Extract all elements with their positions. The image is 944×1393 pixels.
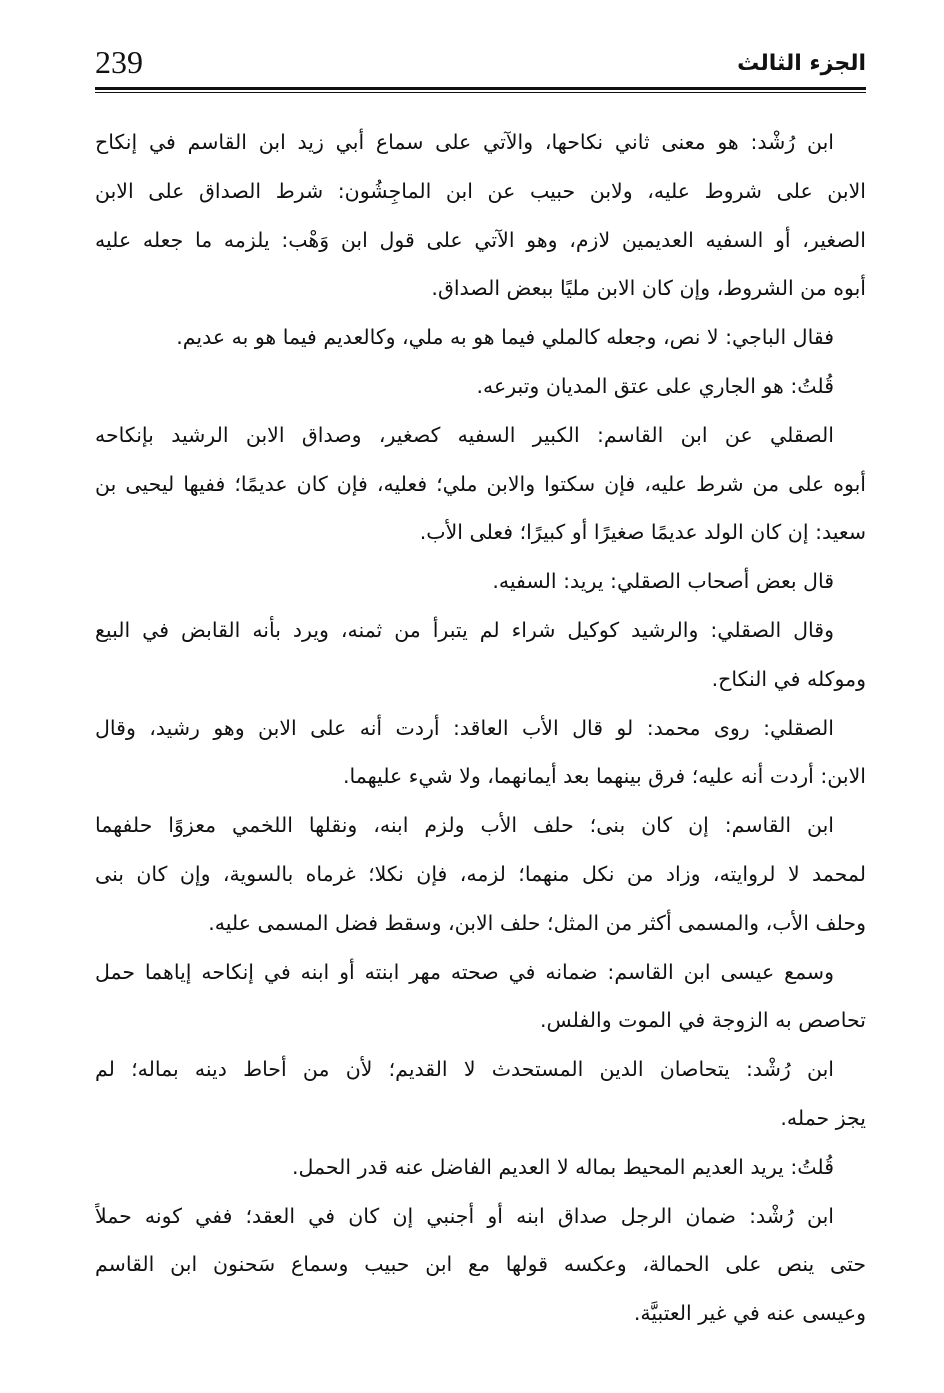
text-line: أبوه على من شرط عليه، فإن سكتوا والابن ملي؛ فعليه، فإن كان عديمًا؛ ففيها ليحيى بن [95, 471, 866, 496]
text-line: وعيسى عنه في غير العتبيَّة. [633, 1301, 866, 1326]
text-line: الابن على شروط عليه، ولابن حبيب عن ابن الماجِشُون: شرط الصداق على الابن [95, 178, 866, 203]
text-line: قال بعض أصحاب الصقلي: يريد: السفيه. [492, 569, 834, 594]
text-line: وحلف الأب، والمسمى أكثر من المثل؛ حلف الابن، وسقط فضل المسمى عليه. [208, 910, 866, 935]
text-line: سعيد: إن كان الولد عديمًا صغيرًا أو كبيرًا؛ فعلى الأب. [419, 520, 866, 545]
text-line: ابن القاسم: إن كان بنى؛ حلف الأب ولزم ابنه، ونقلها اللخمي معزوًا حلفهما [95, 813, 834, 838]
text-line: لمحمد لا لروايته، وزاد من نكل منهما؛ لزمه، فإن نكلا؛ غرماه بالسوية، وإن كان بنى [95, 861, 866, 886]
text-line: قُلتُ: هو الجاري على عتق المديان وتبرعه. [476, 373, 834, 398]
text-line: أبوه من الشروط، وإن كان الابن مليًا ببعض الصداق. [431, 276, 866, 301]
text-line: وقال الصقلي: والرشيد كوكيل شراء لم يتبرأ من ثمنه، ويرد بأنه القابض في البيع [95, 617, 834, 642]
text-line: يجز حمله. [780, 1105, 866, 1130]
text-line: الصقلي عن ابن القاسم: الكبير السفيه كصغير، وصداق الابن الرشيد بإنكاحه [95, 422, 834, 447]
text-line: ابن رُشْد: يتحاصان الدين المستحدث لا القديم؛ لأن من أحاط دينه بماله؛ لم [95, 1057, 834, 1082]
text-line: الصغير، أو السفيه العديمين لازم، وهو الآتي على قول ابن وَهْب: يلزمه ما جعله عليه [95, 227, 866, 252]
header-rule [95, 87, 866, 93]
text-line: تحاصص به الزوجة في الموت والفلس. [539, 1008, 866, 1033]
page-header [95, 40, 866, 90]
main-text [95, 118, 866, 1338]
text-line: حتى ينص على الحمالة، وعكسه قولها مع ابن حبيب وسماع سَحنون ابن القاسم [95, 1252, 866, 1277]
text-line: الصقلي: روى محمد: لو قال الأب العاقد: أردت أنه على الابن وهو رشيد، وقال [95, 715, 834, 740]
text-line: وسمع عيسى ابن القاسم: ضمانه في صحته مهر ابنته أو ابنه في إنكاحه إياهما حمل [95, 959, 834, 984]
page-number: 239 [95, 44, 143, 80]
text-line: ابن رُشْد: ضمان الرجل صداق ابنه أو أجنبي إن كان في العقد؛ ففي كونه حملاً [95, 1203, 834, 1228]
text-line: ابن رُشْد: هو معنى ثاني نكاحها، والآتي على سماع أبي زيد ابن القاسم في إنكاح [95, 130, 834, 154]
text-line: قُلتُ: يريد العديم المحيط بماله لا العديم الفاضل عنه قدر الحمل. [292, 1154, 834, 1179]
text-line: وموكله في النكاح. [711, 666, 866, 691]
running-head: الجزء الثالث [737, 51, 866, 76]
text-line: الابن: أردت أنه عليه؛ فرق بينهما بعد أيمانهما، ولا شيء عليهما. [342, 764, 866, 789]
text-line: فقال الباجي: لا نص، وجعله كالملي فيما هو به ملي، وكالعديم فيما هو به عديم. [176, 325, 834, 350]
